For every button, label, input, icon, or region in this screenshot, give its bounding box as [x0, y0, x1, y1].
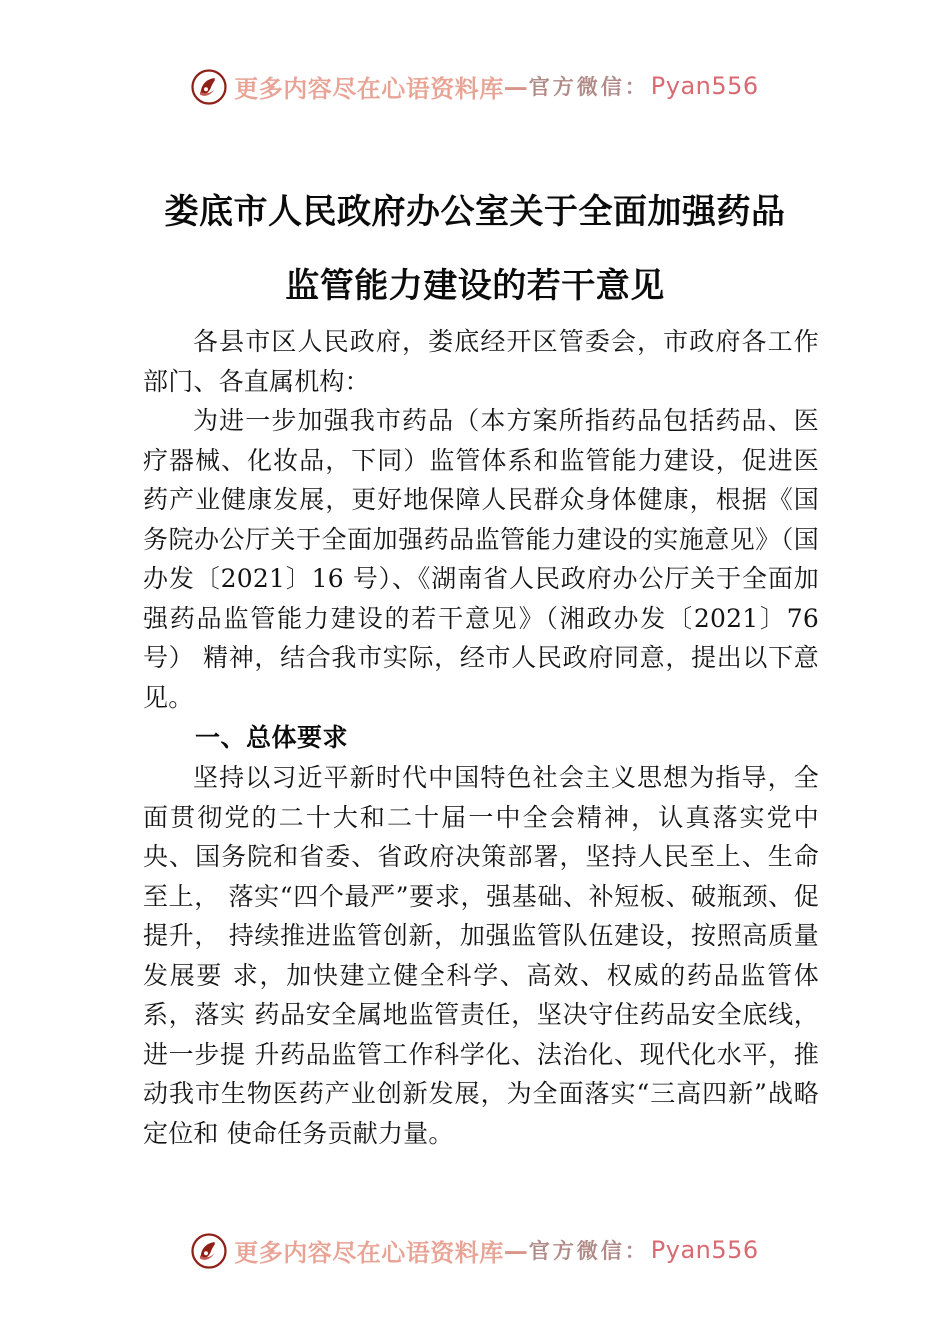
circular-swirl-logo-icon-footer [191, 1233, 227, 1269]
document-title-line-2: 监管能力建设的若干意见 [285, 265, 665, 306]
watermark-main-text: 更多内容尽在心语资料库 [234, 73, 504, 103]
footer-watermark-dash: — [503, 1235, 528, 1265]
footer-watermark [0, 1232, 950, 1268]
paragraph-overall-requirements: 坚持以习近平新时代中国特色社会主义思想为指导，全面贯彻党的二十大和二十届一中全会精神，认真落实党中央、国务院和省委、省政府决策部署，坚持人民至上、生命至上， 落实“四个最严”要求，强基础、补短板、破瓶颈、促提升， 持续推进监管创新，加强监管队伍建设，按照高质量发展要 求，加快建立健全科学、高效、权威的药品监管体系，落实 药品安全属地监管责任，坚决守住药品安全底线，进一步提 升药品监管工作科学化、法治化、现代化水平，推动我市生物医药产业创新发展，为全面落实“三高四新”战略定位和 使命任务贡献力量。 [143, 763, 819, 1148]
document-title [145, 175, 805, 323]
footer-watermark-sub-text: 官方微信： [528, 1238, 649, 1263]
watermark-dash: — [503, 71, 528, 101]
header-watermark [0, 68, 950, 104]
paragraph-preamble: 为进一步加强我市药品（本方案所指药品包括药品、医疗器械、化妆品，下同）监管体系和监管能力建设，促进医药产业健康发展，更好地保障人民群众身体健康，根据《国务院办公厅关于全面加强药品监管能力建设的实施意见》（国办发〔2021〕16 号）、《湖南省人民政府办公厅关于全面加强药品监管能力建设的若干意见》（湘政办发〔2021〕76 号） 精神，结合我市实际，经市人民政府同意，提出以下意见。 [143, 406, 819, 712]
watermark-wechat-handle: Pyan556 [650, 72, 759, 100]
document-body [143, 322, 819, 1153]
paragraph-addressee: 各县市区人民政府，娄底经开区管委会，市政府各工作部门、各直属机构： [143, 327, 819, 396]
footer-watermark-main-text: 更多内容尽在心语资料库 [234, 1237, 504, 1267]
section-heading-overall-requirements: 一、总体要求 [195, 723, 349, 752]
watermark-sub-text: 官方微信： [528, 74, 649, 99]
document-title-line-1: 娄底市人民政府办公室关于全面加强药品 [164, 191, 786, 232]
footer-watermark-wechat-handle: Pyan556 [650, 1236, 759, 1264]
circular-swirl-logo-icon [191, 69, 227, 105]
